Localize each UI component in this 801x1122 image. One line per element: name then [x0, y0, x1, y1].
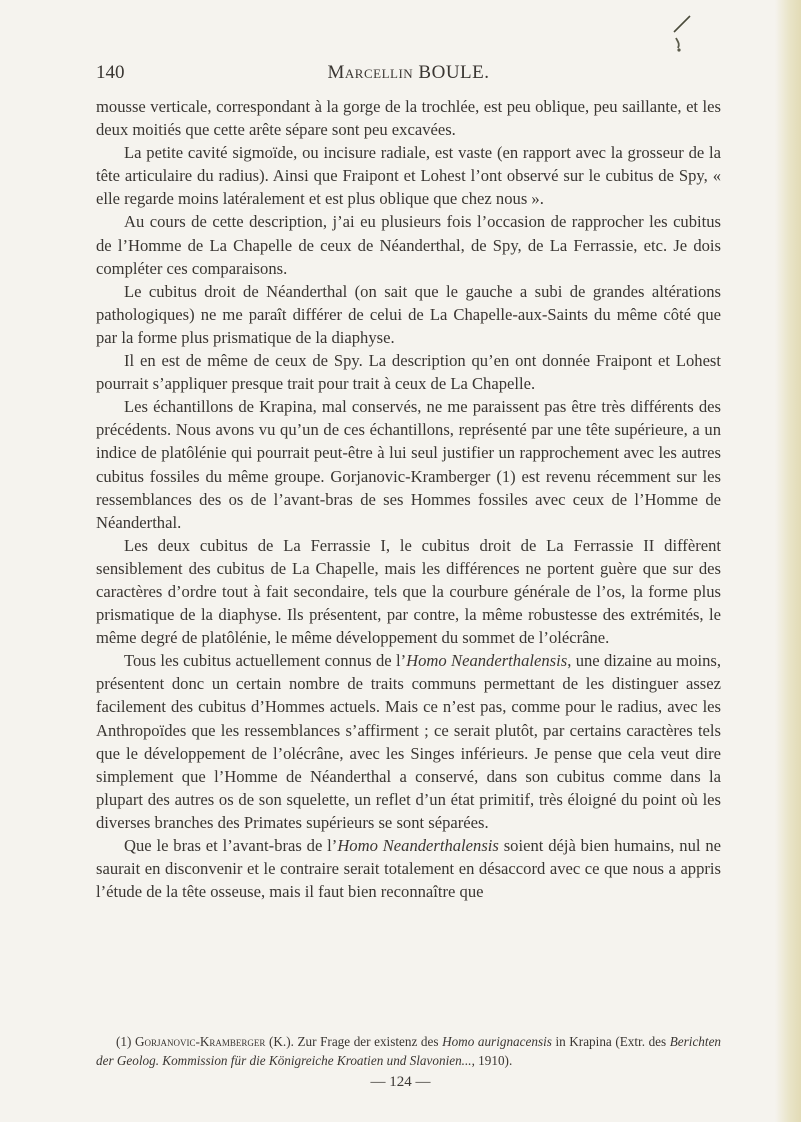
species-name: Homo Neanderthalensis: [406, 651, 568, 671]
page-edge-shadow: [775, 0, 801, 1122]
footnote: [96, 1032, 721, 1070]
text-run: Que le bras et l’avant-bras de l’: [124, 836, 338, 855]
paragraph: [96, 834, 721, 903]
body-text: [96, 95, 721, 903]
paragraph: La petite cavité sigmoïde, ou incisure radiale, est vaste (en rapport avec la grosseur de la tête articulaire du radius). Ainsi que Fraipont et Lohest l’ont observé sur le cubitus de Spy, « elle regarde moins latéralement et est plus oblique que chez nous ».: [96, 143, 721, 209]
paragraph: Au cours de cette description, j’ai eu plusieurs fois l’occasion de rapprocher les cubitus de l’Homme de La Chapelle de ceux de Néanderthal, de Spy, de La Ferrassie, etc. Je dois compléter ces comparaisons.: [96, 212, 721, 278]
journal-title: Berichten der Geolog. Kommission für die Königreiche Kroatien und Slavonien...: [96, 1034, 722, 1068]
species-name: Homo Neanderthalensis: [337, 836, 499, 855]
paragraph: mousse verticale, correspondant à la gorge de la trochlée, est peu oblique, peu saillante, et les deux moitiés que cette arête sépare sont peu excavées.: [96, 97, 721, 140]
text-run: , une dizaine au moins, présentent donc un certain nombre de traits communs permettant de les distinguer assez facilement des cubitus d’Hommes actuels. Mais ce n’est pas, comme pour le radius, avec les Anthropoïdes que les ressemblances s’affirment ; ce serait plutôt, par certains caractères tels que le développement de l’olécrâne, avec les Singes inférieurs. Je pense que cela veut dire simplement que l’Homme de Néanderthal a conservé, dans son cubitus comme dans la plupart des autres os de son squelette, un reflet d’un état primitif, très éloigné du point où les diverses branches des Primates supérieurs se sont séparées.: [96, 651, 722, 832]
footer-page-number: — 124 —: [370, 1074, 431, 1090]
paragraph: Les échantillons de Krapina, mal conservés, ne me paraissent pas être très différents des précédents. Nous avons vu qu’un de ces échantillons, représenté par une tête supérieure, a un indice de platôlénie qui pourrait peut-être à lui seul justifier un rapprochement avec les autres cubitus fossiles du même groupe. Gorjanovic-Kramberger (1) est revenu récemment sur les ressemblances des os de l’avant-bras de ses Hommes fossiles avec ceux de l’Homme de Néanderthal.: [96, 397, 721, 532]
author-first-name: Marcellin: [327, 62, 414, 83]
text-run: Tous les cubitus actuellement connus de l’: [124, 651, 407, 671]
footnote-number: (1): [116, 1034, 135, 1049]
author-surname: BOULE.: [418, 62, 490, 83]
text-run: , 1910).: [471, 1053, 513, 1068]
paragraph: Le cubitus droit de Néanderthal (on sait que le gauche a subi de grandes altérations pathologiques) ne me paraît différer de celui de La Chapelle-aux-Saints du même côté que par la forme plus prismatique de la diaphyse.: [96, 281, 721, 347]
running-head-author: [96, 62, 721, 84]
running-header: [96, 62, 721, 92]
italic-term: Homo aurignacensis: [442, 1034, 552, 1049]
page-number: 140: [96, 62, 125, 83]
paragraph: Il en est de même de ceux de Spy. La description qu’en ont donnée Fraipont et Lohest pourrait s’appliquer presque trait pour trait à ceux de La Chapelle.: [96, 351, 721, 394]
text-run: soient déjà bien humains, nul ne saurait en disconvenir et le contraire serait totalement en désaccord avec ce que nous a appris l’étude de la tête osseuse, mais il faut bien reconnaître que: [96, 836, 721, 902]
text-run: (K.). Zur Frage der existenz des: [265, 1034, 443, 1049]
pencil-mark-icon: [668, 14, 694, 64]
paragraph: Les deux cubitus de La Ferrassie I, le cubitus droit de La Ferrassie II diffèrent sensiblement des cubitus de La Chapelle, mais les différences ne portent guère que sur des caractères d’ordre tout à fait secondaire, tels que la courbure générale de l’os, la forme plus prismatique de la diaphyse. Ils présentent, par contre, la même robustesse des extrémités, le même degré de platôlénie, le même développement du sommet de l’olécrâne.: [96, 535, 721, 648]
footnote-author: Gorjanovic-Kramberger: [134, 1034, 266, 1049]
paragraph: [96, 649, 721, 834]
text-run: in Krapina (Extr. des: [551, 1034, 670, 1049]
